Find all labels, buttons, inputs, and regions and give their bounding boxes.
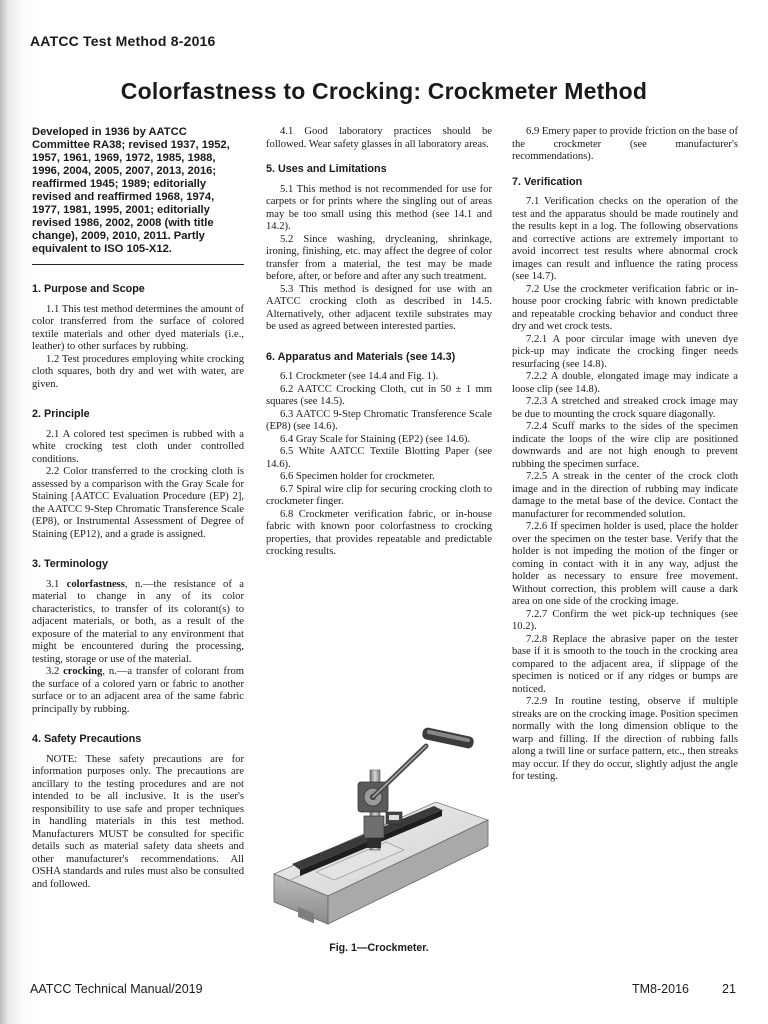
paragraph-6-6: 6.6 Specimen holder for crockmeter. <box>280 471 435 482</box>
paragraph-7-1: 7.1 Verification checks on the operation of the test and the apparatus should be made routinely and the results kept in a log. The following observations and corrective actions are extremely important to avoid incorrect test results where abnormal crock images can result and influence the rating process (see 14.7). <box>512 196 738 282</box>
column-3 <box>512 126 738 784</box>
paragraph-2-2: 2.2 Color transferred to the crocking cloth is assessed by a comparison with the Gray Scale for Staining [AATCC Evaluation Procedure (EP) 2], the AATCC 9-Step Chromatic Transference Scale (EP8), or Instrumental Assessment of Degree of Staining (EP12), and a grade is assigned. <box>32 466 244 540</box>
paragraph-6-5: 6.5 White AATCC Textile Blotting Paper (see 14.6). <box>266 446 492 470</box>
paragraph-6-1: 6.1 Crockmeter (see 14.4 and Fig. 1). <box>280 371 439 382</box>
paragraph-6-9: 6.9 Emery paper to provide friction on the base of the crockmeter (see manufacturer's recommendations). <box>512 126 738 162</box>
paragraph-6-4: 6.4 Gray Scale for Staining (EP2) (see 14.6). <box>280 433 471 445</box>
paragraph-7-2-7: 7.2.7 Confirm the wet pick-up techniques (see 10.2). <box>512 608 738 632</box>
paragraph-5-2: 5.2 Since washing, drycleaning, shrinkage, ironing, finishing, etc. may affect the degree of color transfer from a material, the test may be made before, after, or before and after any such treatment. <box>266 233 492 282</box>
paragraph-3-2: 3.2 crocking, n.—a transfer of colorant from the surface of a colored yarn or fabric to another surface or to an adjacent area of the same fabric principally by rubbing. <box>32 666 245 715</box>
paragraph-6-2: 6.2 AATCC Crocking Cloth, cut in 50 ± 1 mm squares (see 14.5). <box>266 383 492 407</box>
paragraph-4-1: 4.1 Good laboratory practices should be followed. Wear safety glasses in all laboratory areas. <box>266 126 492 150</box>
section-heading-terminology: 3. Terminology <box>32 558 108 570</box>
paragraph-6-3: 6.3 AATCC 9-Step Chromatic Transference Scale (EP8) (see 14.6). <box>266 408 492 432</box>
section-heading-verification: 7. Verification <box>512 175 583 188</box>
section-heading-uses: 5. Uses and Limitations <box>266 163 387 175</box>
paragraph-7-2-4: 7.2.4 Scuff marks to the sides of the specimen indicate the loops of the wire clip are positioned downwards and are not high enough to prevent rubbing the specimen surface. <box>512 421 738 470</box>
safety-note: NOTE: These safety precautions are for information purposes only. The precautions are ancillary to the testing procedures and are not intended to be all inclusive. It is the user's responsibility to use safe and proper techniques in handling materials in this test method. Manufacturers MUST be consulted for specific details such as material safety data sheets and other manufacturer's recommendations. All OSHA standards and rules must also be consulted and followed. <box>32 753 244 890</box>
column-1 <box>32 126 244 891</box>
method-number: AATCC Test Method 8-2016 <box>30 33 216 49</box>
column-2 <box>266 126 492 559</box>
section-heading-safety: 4. Safety Precautions <box>32 733 142 745</box>
page-number: 21 <box>722 982 736 996</box>
paragraph-6-7: 6.7 Spiral wire clip for securing crocking cloth to crockmeter finger. <box>266 483 492 507</box>
paragraph-1-1: 1.1 This test method determines the amount of color transferred from the surface of colored textile materials and other dyed materials (i.e., leather) to other surfaces by rubbing. <box>32 303 244 352</box>
paragraph-3-1: 3.1 colorfastness, n.—the resistance of a material to change in any of its color characteristics, to transfer of its colorant(s) to adjacent materials, or both, as a result of the exposure of the material to any environment that might be encountered during the processing, testing, storage or use of the material. <box>32 578 244 665</box>
figure-caption: Fig. 1—Crockmeter. <box>329 942 429 954</box>
section-heading-purpose: 1. Purpose and Scope <box>32 283 145 295</box>
paragraph-7-2-1: 7.2.1 A poor circular image with uneven dye pick-up may indicate the crocking finger needs resurfacing (see 14.8). <box>512 333 738 370</box>
paragraph-7-2: 7.2 Use the crockmeter verification fabric or in-house poor crocking fabric with known predictable and repeatable crocking behavior and conduct three dry and wet crock tests. <box>512 283 738 332</box>
paragraph-7-2-2: 7.2.2 A double, elongated image may indicate a loose clip (see 14.8). <box>512 371 738 395</box>
footer-method: TM8-2016 <box>632 982 689 996</box>
paragraph-7-2-5: 7.2.5 A streak in the center of the crock cloth image and in the direction of rubbing may indicate damage to the metal base of the device. Contact the manufacturer for recommended solution. <box>512 471 738 520</box>
paragraph-5-1: 5.1 This method is not recommended for use for carpets or for prints where the singling out of areas may be too small using this method (see 14.1 and 14.2). <box>266 183 492 232</box>
paragraph-7-2-8: 7.2.8 Replace the abrasive paper on the tester base if it is smooth to the touch in the crocking area compared to the adjacent area, if slippage of the specimen is noticed or if any ridges or bumps are noticed. <box>512 633 738 695</box>
paragraph-2-1: 2.1 A colored test specimen is rubbed with a white crocking test cloth under controlled conditions. <box>32 428 244 465</box>
crockmeter-figure <box>266 724 492 929</box>
paragraph-1-2: 1.2 Test procedures employing white crocking cloth squares, both dry and wet with water, are given. <box>32 353 244 390</box>
paragraph-6-8: 6.8 Crockmeter verification fabric, or in-house fabric with known poor colorfastness to crocking properties, that provides repeatable and predictable crocking results. <box>266 508 492 557</box>
term-colorfastness: colorfastness <box>66 578 125 590</box>
crockmeter-illustration-icon <box>266 724 492 929</box>
term-crocking: crocking <box>63 666 103 677</box>
paragraph-7-2-6: 7.2.6 If specimen holder is used, place the holder over the specimen on the tester base. Verify that the holder is not impeding the motion of the finger or coming in contact with it in any way, adjust the holder as necessary to ensure free movement. Without correction, this problem will cause a dark area on one side of the crocking image. <box>512 521 738 607</box>
footer-manual: AATCC Technical Manual/2019 <box>30 982 203 996</box>
section-heading-principle: 2. Principle <box>32 408 90 420</box>
history-lead: Developed in 1936 by AATCC Committee RA38; revised 1937, 1952, 1957, 1961, 1969, 1972, 1985, 1988, 1996, 2004, 2005, 2007, 2013, 2016; reaffirmed 1945; 1989; editorially revised and reaffirmed 1968, 1974, 1977, 1981, 1995, 2001; editorially revised 1986, 2002, 2008 (with title change), 2009, 2010, 2011. Partly equivalent to ISO 105-X12. <box>32 126 244 265</box>
paragraph-7-2-9: 7.2.9 In routine testing, observe if multiple streaks are on the crocking image. Position specimen normally with the long dimension oblique to the warp and filling. If the direction of rubbing falls along a twill line or surface pattern, etc., then streaks may occur. If they do occur, slightly adjust the angle for testing. <box>512 696 738 782</box>
paragraph-5-3: 5.3 This method is designed for use with an AATCC crocking cloth as described in 14.5. Alternatively, other adjacent textile substrates may be used as agreed between interested parties. <box>266 283 492 332</box>
section-heading-apparatus: 6. Apparatus and Materials (see 14.3) <box>266 350 456 363</box>
page-title: Colorfastness to Crocking: Crockmeter Method <box>120 78 648 104</box>
paragraph-7-2-3: 7.2.3 A stretched and streaked crock image may be due to mounting the crock square diagonally. <box>512 396 738 420</box>
